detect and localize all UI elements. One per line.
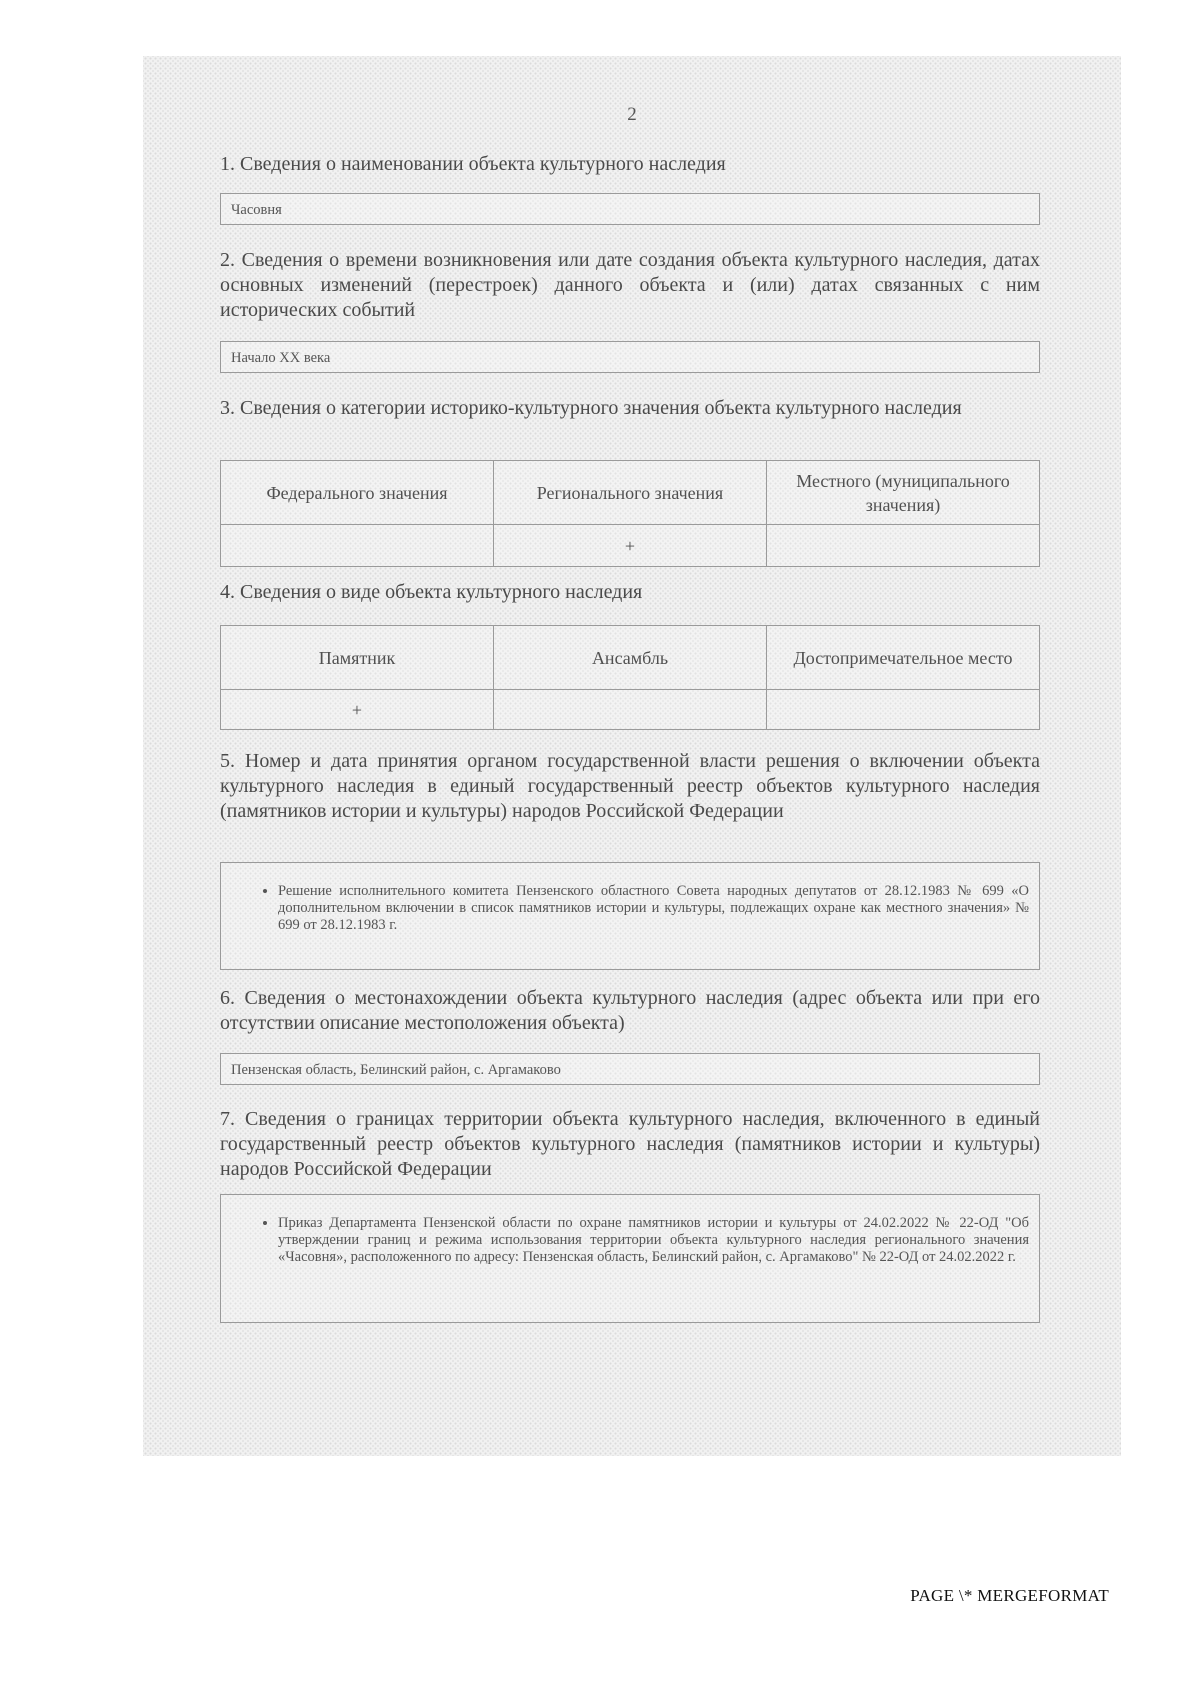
type-ensemble-header: Ансамбль	[494, 626, 767, 690]
type-landmark-mark	[767, 690, 1040, 730]
section-6-heading: 6. Сведения о местонахождении объекта культурного наследия (адрес объекта или при его отсутствии описание местоположения объекта)	[220, 987, 1040, 1034]
section-1	[220, 152, 1040, 177]
territory-order-item: • Приказ Департамента Пензенской области по охране памятников истории и культуры от 24.02.2022 № 22-ОД "Об утверждении границ и режима использования территории объекта культурного наследия регионального значения «Часовня», расположенного по адресу: Пензенская область, Белинский район, с. Аргамаково" № 22-ОД от 24.02.2022 г.	[278, 1215, 1029, 1266]
category-federal-header: Федерального значения	[221, 461, 494, 525]
page-number: 2	[627, 104, 637, 125]
registry-decision-list	[266, 883, 1029, 934]
section-5	[220, 749, 1040, 824]
document-sheet	[143, 56, 1121, 1456]
territory-order-box	[220, 1194, 1040, 1323]
territory-order-list	[266, 1215, 1029, 1266]
category-table	[220, 460, 1040, 567]
section-2	[220, 248, 1040, 323]
location-field: Пензенская область, Белинский район, с. Аргамаково	[220, 1053, 1040, 1085]
object-name-field: Часовня	[220, 193, 1040, 225]
category-regional-mark: +	[494, 525, 767, 567]
section-4	[220, 580, 1040, 605]
section-7	[220, 1107, 1040, 1182]
section-2-heading: 2. Сведения о времени возникновения или дате создания объекта культурного наследия, датах основных изменений (перестроек) данного объекта и (или) датах связанных с ним исторических событий	[220, 249, 1040, 321]
registry-decision-item: • Решение исполнительного комитета Пензенского областного Совета народных депутатов от 28.12.1983 № 699 «О дополнительном включении в список памятников истории и культуры, подлежащих охране как местного значения» № 699 от 28.12.1983 г.	[278, 883, 1029, 934]
category-local-header: Местного (муниципального значения)	[767, 461, 1040, 525]
section-6	[220, 986, 1040, 1036]
creation-date-field: Начало XX века	[220, 341, 1040, 373]
type-monument-mark: +	[221, 690, 494, 730]
page-field-code: PAGE \* MERGEFORMAT	[910, 1586, 1109, 1605]
registry-decision-box	[220, 862, 1040, 970]
category-local-mark	[767, 525, 1040, 567]
type-table	[220, 625, 1040, 730]
category-regional-header: Регионального значения	[494, 461, 767, 525]
type-landmark-header: Достопримечательное место	[767, 626, 1040, 690]
category-federal-mark	[221, 525, 494, 567]
section-3-heading: 3. Сведения о категории историко-культурного значения объекта культурного наследия	[220, 397, 962, 419]
type-monument-header: Памятник	[221, 626, 494, 690]
section-1-heading: 1. Сведения о наименовании объекта культурного наследия	[220, 153, 726, 175]
type-ensemble-mark	[494, 690, 767, 730]
section-4-heading: 4. Сведения о виде объекта культурного наследия	[220, 581, 643, 603]
section-3	[220, 396, 1040, 421]
section-5-heading: 5. Номер и дата принятия органом государственной власти решения о включении объекта культурного наследия в единый государственный реестр объектов культурного наследия (памятников истории и культуры) народов Российской Федерации	[220, 750, 1040, 822]
section-7-heading: 7. Сведения о границах территории объекта культурного наследия, включенного в единый государственный реестр объектов культурного наследия (памятников истории и культуры) народов Российской Федерации	[220, 1108, 1040, 1180]
